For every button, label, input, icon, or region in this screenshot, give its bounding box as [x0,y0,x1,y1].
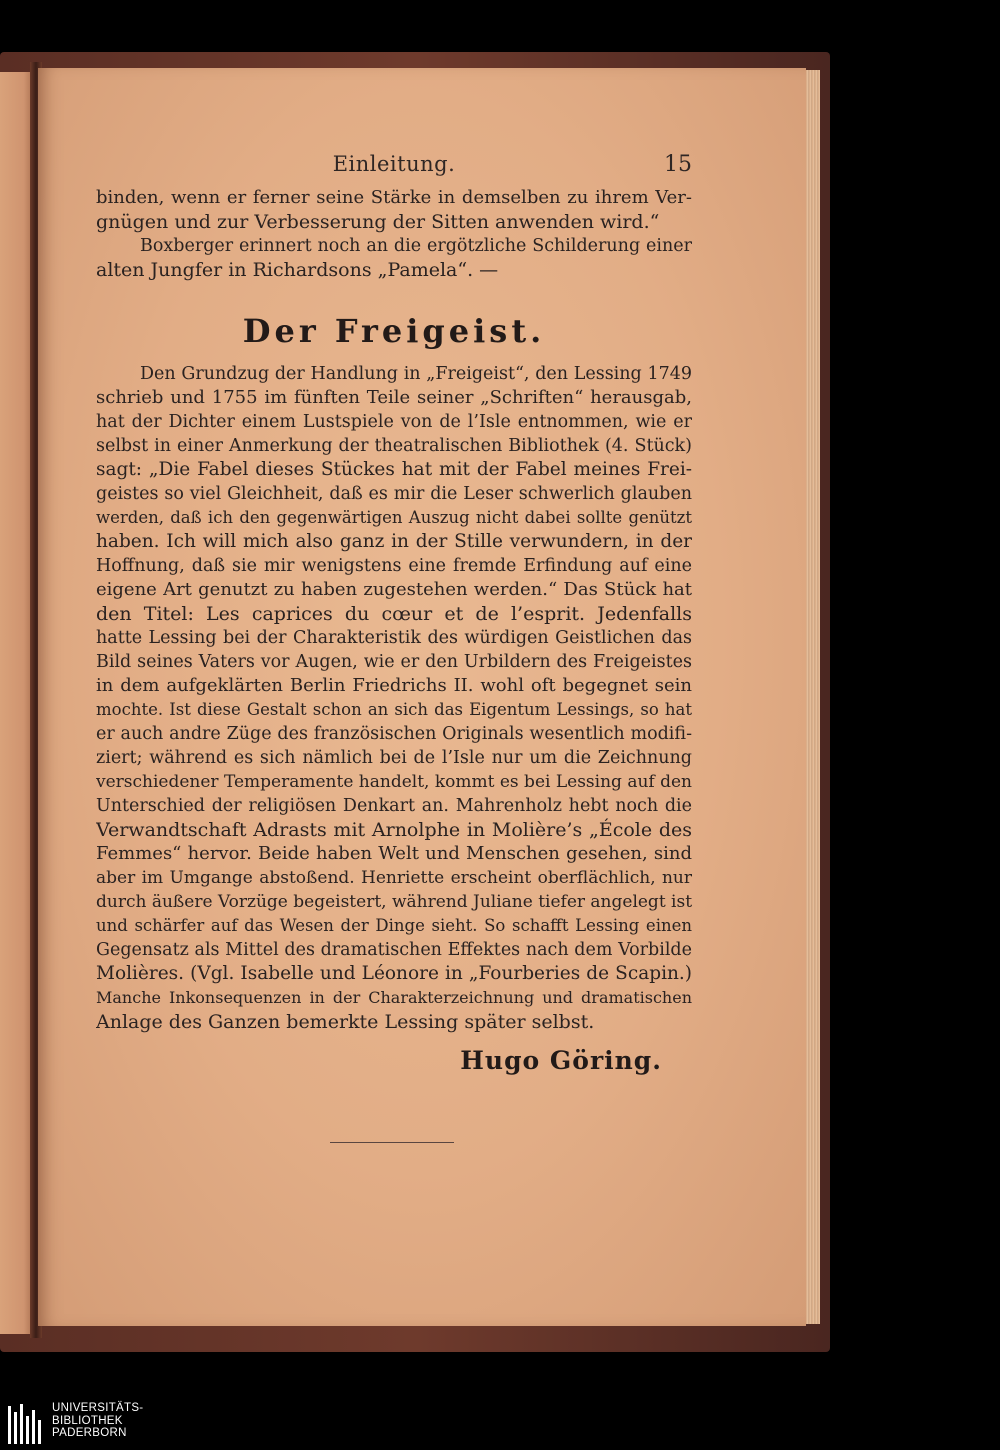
text-line: schrieb und 1755 im fünften Teile seiner „Schriften“ herausgab, [96,387,692,408]
text-line: durch äußere Vorzüge begeistert, während Juliane tiefer angelegt ist [96,892,692,912]
text-line: mochte. Ist diese Gestalt schon an sich das Eigentum Lessings, so hat [96,700,692,719]
text-line: hatte Lessing bei der Charakteristik des würdigen Geistlichen das [96,628,692,648]
text-line: ziert; während es sich nämlich bei de l’Isle nur um die Zeichnung [96,748,692,768]
text-line: selbst in einer Anmerkung der theatralischen Bibliothek (4. Stück) [96,436,692,456]
footer-bar [0,1398,1000,1450]
text-line: gnügen und zur Verbesserung der Sitten anwenden wird.“ [96,211,660,233]
text-line: verschiedener Temperamente handelt, kommt es bei Lessing auf den [96,772,692,792]
text-line: werden, daß ich den gegenwärtigen Auszug nicht dabei sollte genützt [96,508,692,527]
text-line: haben. Ich will mich also ganz in der Stille verwundern, in der [96,531,692,552]
text-line: und schärfer auf das Wesen der Dinge sieht. So schafft Lessing einen [96,916,692,935]
text-line: den Titel: Les caprices du cœur et de l’esprit. Jedenfalls [96,603,692,625]
running-head-title: Einleitung. [332,152,456,176]
page-number: 15 [664,152,692,177]
body-paragraph [96,362,692,1034]
logo-line: PADERBORN [52,1427,127,1439]
section-heading: Der Freigeist. [242,312,546,350]
text-line: Anlage des Ganzen bemerkte Lessing später selbst. [96,1011,595,1033]
intro-paragraphs [96,186,692,282]
text-line: hat der Dichter einem Lustspiele von de l’Isle entnommen, wie er [96,412,692,432]
left-page-edge [0,72,34,1334]
logo-line: BIBLIOTHEK [52,1414,123,1427]
text-line: er auch andre Züge des französischen Originals wesentlich modifi- [96,724,692,744]
page-stack-edge [806,70,820,1324]
text-line: Unterschied der religiösen Denkart an. Mahrenholz hebt noch die [96,796,692,816]
logo-line: UNIVERSITÄTS- [52,1402,144,1414]
running-head [96,152,692,182]
library-logo-text [52,1402,143,1440]
author-signature: Hugo Göring. [460,1046,662,1075]
text-line: Hoffnung, daß sie mir wenigstens eine fremde Erfindung auf eine [96,556,692,576]
library-logo-icon [6,1402,46,1446]
text-line: Verwandtschaft Adrasts mit Arnolphe in Molière’s „École des [96,819,692,841]
text-line: Bild seines Vaters vor Augen, wie er den Urbildern des Freigeistes [96,652,692,672]
text-line: eigene Art genutzt zu haben zugestehen werden.“ Das Stück hat [96,579,692,600]
text-line: in dem aufgeklärten Berlin Friedrichs II. wohl oft begegnet sein [96,675,692,696]
text-line: binden, wenn er ferner seine Stärke in demselben zu ihrem Ver- [96,187,692,208]
text-line: Boxberger erinnert noch an die ergötzliche Schilderung einer [140,236,692,256]
text-line: Den Grundzug der Handlung in „Freigeist“, den Lessing 1749 [140,364,692,384]
text-line: geistes so viel Gleichheit, daß es mir die Leser schwerlich glauben [96,484,692,504]
text-line: Gegensatz als Mittel des dramatischen Effektes nach dem Vorbilde [96,940,692,960]
text-line: alten Jungfer in Richardsons „Pamela“. — [96,259,499,281]
text-line: Molières. (Vgl. Isabelle und Léonore in „Fourberies de Scapin.) [96,963,692,984]
text-line: Femmes“ hervor. Beide haben Welt und Menschen gesehen, sind [96,843,692,864]
text-line: aber im Umgange abstoßend. Henriette erscheint oberflächlich, nur [96,868,692,888]
end-rule [330,1142,454,1143]
text-line: sagt: „Die Fabel dieses Stückes hat mit der Fabel meines Frei- [96,459,692,480]
text-line: Manche Inkonsequenzen in der Charakterzeichnung und dramatischen [96,988,692,1007]
